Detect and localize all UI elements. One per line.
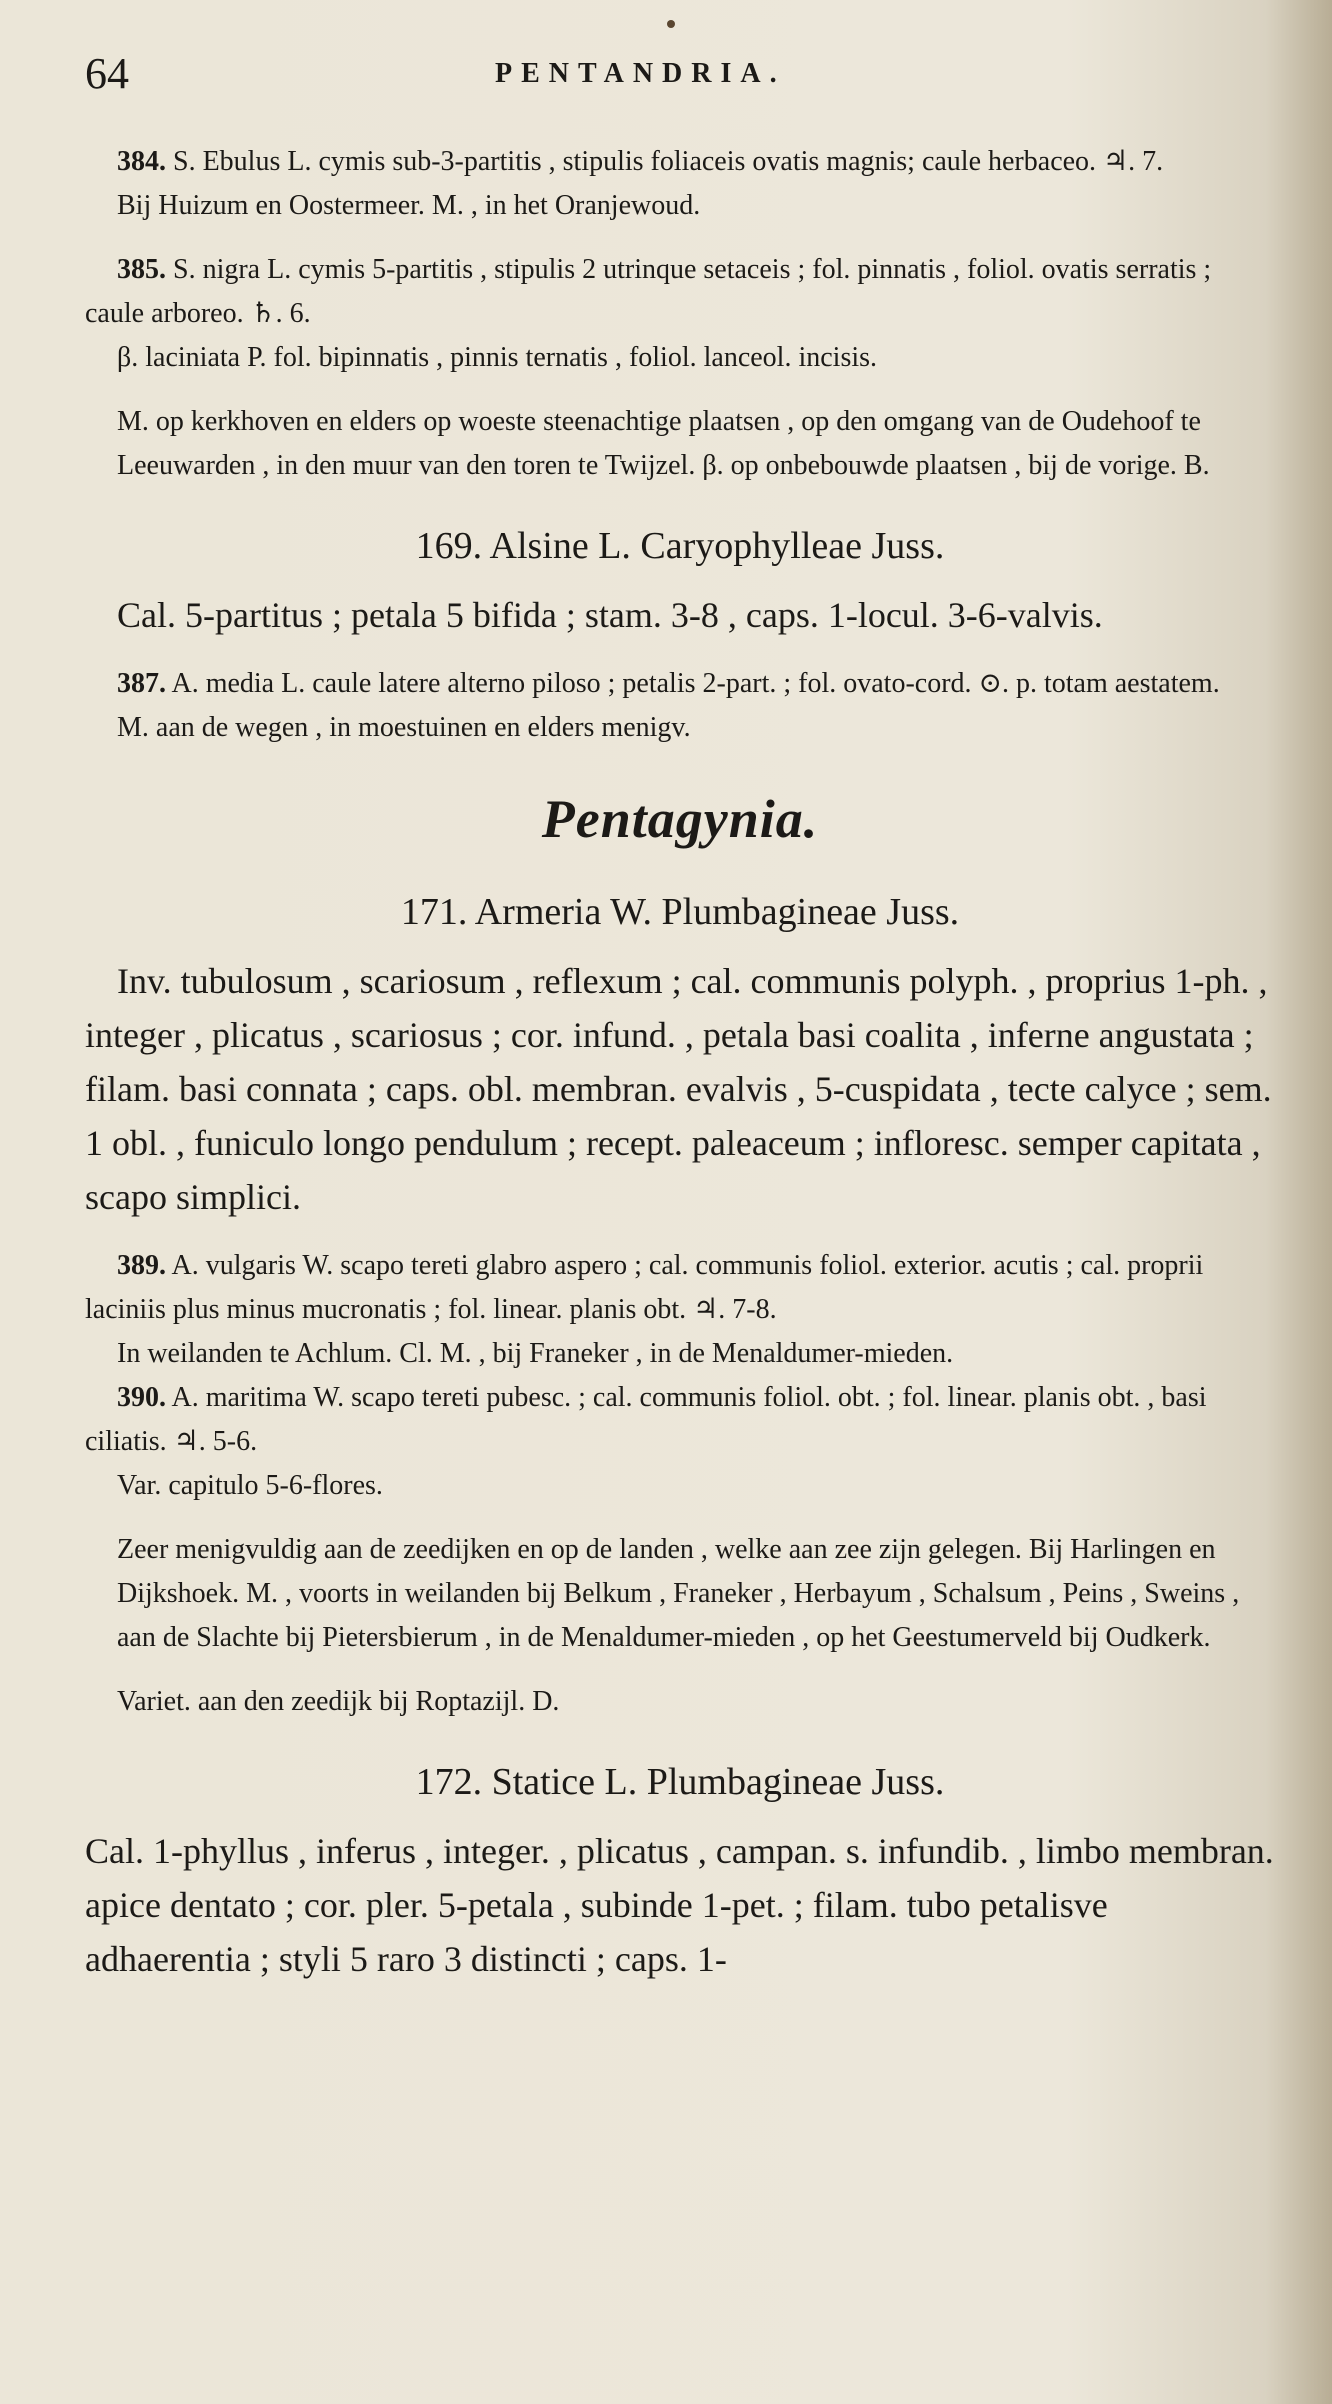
species-entry-387: 387. A. media L. caule latere alterno piloso ; petalis 2-part. ; fol. ovato-cord. ⊙. p. totam aestatem. (117, 668, 1220, 699)
genus-heading-171: 171. Armeria W. Plumbagineae Juss. (400, 891, 960, 933)
running-title: PENTANDRIA. (495, 58, 786, 89)
species-entry-385: 385. S. nigra L. cymis 5-partitis , stipulis 2 utrinque setaceis ; fol. pinnatis , foliol. ovatis serratis ; caule arboreo. ♄. 6. (85, 254, 1212, 329)
page-body (85, 140, 1275, 1986)
genus-description-171: Inv. tubulosum , scariosum , reflexum ; cal. communis polyph. , proprius 1-ph. , integer , plicatus , scariosus ; cor. infund. , petala basi coalita , inferne angustata ; filam. basi connata ; caps. obl. membran. evalvis , 5-cuspidata , tecte calyce ; sem. 1 obl. , funiculo longo pendulum ; recept. paleaceum ; infloresc. semper capitata , scapo simplici. (85, 961, 1272, 1217)
genus-description-169: Cal. 5-partitus ; petala 5 bifida ; stam. 3-8 , caps. 1-locul. 3-6-valvis. (117, 595, 1103, 635)
distribution-384: Bij Huizum en Oostermeer. M. , in het Oranjewoud. (117, 190, 701, 221)
species-entry-384: 384. S. Ebulus L. cymis sub-3-partitis , stipulis foliaceis ovatis magnis; caule herbaceo. ♃. 7. (117, 146, 1164, 177)
variety-note-390: Variet. aan den zeedijk bij Roptazijl. D. (117, 1686, 560, 1717)
species-entry-390: 390. A. maritima W. scapo tereti pubesc. ; cal. communis foliol. obt. ; fol. linear. planis obt. , basi ciliatis. ♃. 5-6. (85, 1382, 1207, 1457)
genus-heading-172: 172. Statice L. Plumbagineae Juss. (415, 1761, 945, 1803)
genus-heading-169: 169. Alsine L. Caryophylleae Juss. (415, 525, 945, 567)
species-entry-389: 389. A. vulgaris W. scapo tereti glabro aspero ; cal. communis foliol. exterior. acutis ; cal. proprii laciniis plus minus mucronatis ; fol. linear. planis obt. ♃. 7-8. (85, 1250, 1204, 1325)
variety-390: Var. capitulo 5-6-flores. (117, 1470, 383, 1501)
page-number: 64 (85, 49, 129, 98)
genus-description-172: Cal. 1-phyllus , inferus , integer. , plicatus , campan. s. infundib. , limbo membran. apice dentato ; cor. pler. 5-petala , subinde 1-pet. ; filam. tubo petalisve adhaerentia ; styli 5 raro 3 distincti ; caps. 1- (85, 1831, 1274, 1979)
distribution-385: M. op kerkhoven en elders op woeste steenachtige plaatsen , op den omgang van de Oudehoof te Leeuwarden , in den muur van den toren te Twijzel. β. op onbebouwde plaatsen , bij de vorige. B. (117, 406, 1210, 481)
page-header (85, 48, 1252, 108)
section-heading: Pentagynia. (541, 789, 819, 849)
distribution-390: Zeer menigvuldig aan de zeedijken en op de landen , welke aan zee zijn gelegen. Bij Harlingen en Dijkshoek. M. , voorts in weilanden bij Belkum , Franeker , Herbayum , Schalsum , Peins , Sweins , aan de Slachte bij Pietersbierum , in de Menaldumer-mieden , op het Geestumerveld bij Oudkerk. (117, 1534, 1240, 1653)
variety-385: β. laciniata P. fol. bipinnatis , pinnis ternatis , foliol. lanceol. incisis. (117, 342, 878, 373)
ink-speck (667, 20, 675, 28)
distribution-387: M. aan de wegen , in moestuinen en elders menigv. (117, 712, 691, 743)
distribution-389: In weilanden te Achlum. Cl. M. , bij Franeker , in de Menaldumer-mieden. (117, 1338, 954, 1369)
